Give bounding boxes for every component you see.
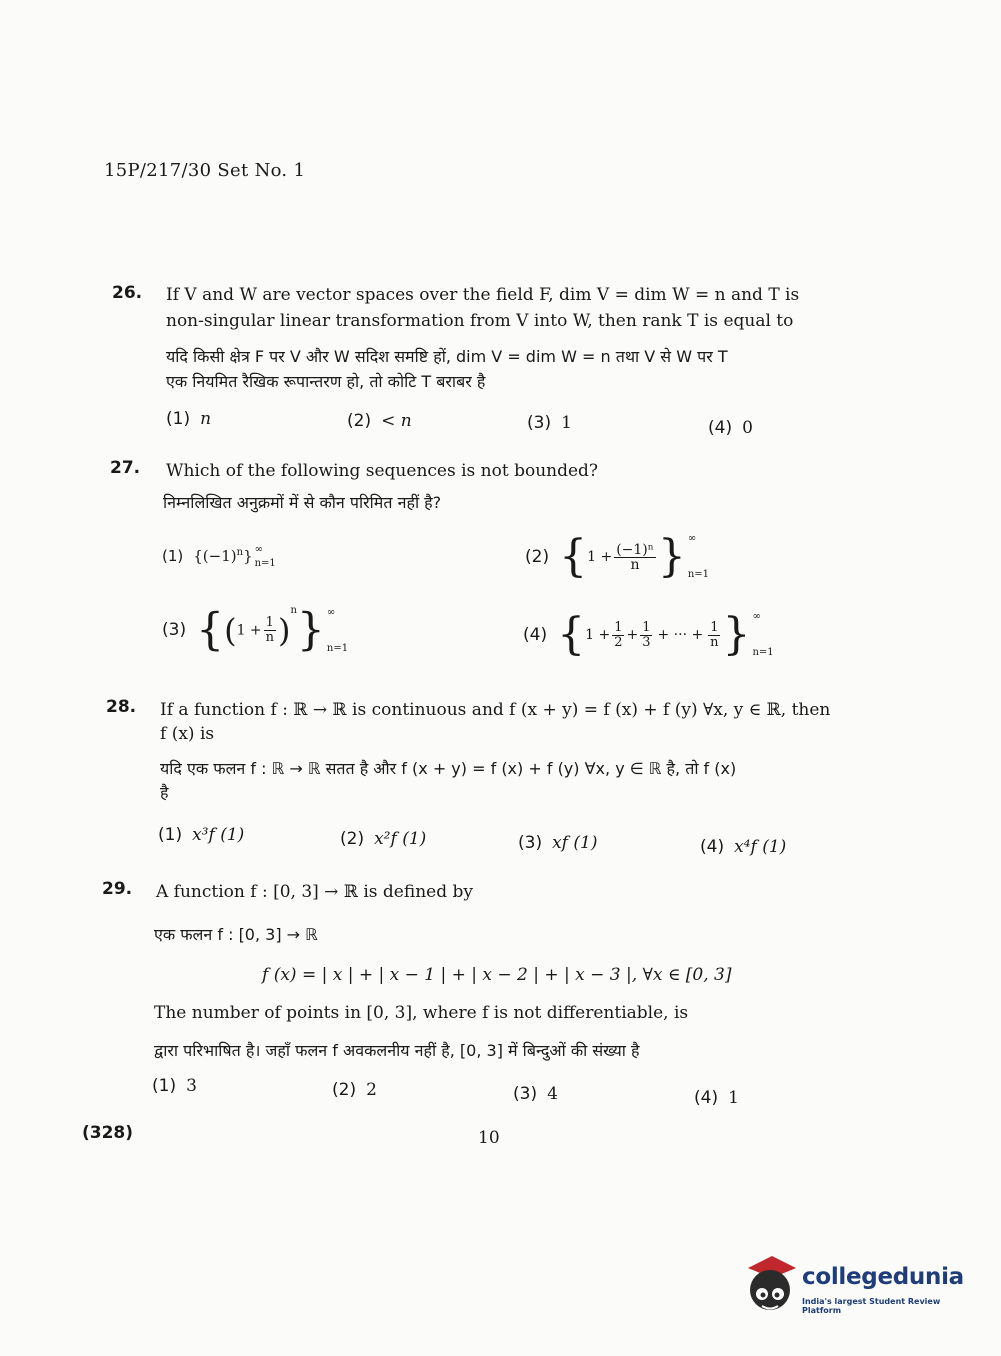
question-text-hi-line1: यदि किसी क्षेत्र F पर V और W सदिश समष्टि हों, dim V = dim W = n तथा V से W पर T: [166, 347, 728, 366]
option-2: (2) < n: [347, 411, 412, 431]
question-text-en: Which of the following sequences is not bounded?: [166, 461, 599, 481]
option-3: (3) 1: [527, 413, 572, 433]
question-text-hi-line1: एक फलन f : [0, 3] → ℝ: [154, 925, 318, 944]
collegedunia-logo: [740, 1250, 970, 1320]
option-2: (2) x²f (1): [340, 829, 427, 849]
option-1: (1) x³f (1): [158, 825, 245, 845]
option-1: (1) 3: [152, 1076, 197, 1096]
question-text-en-line1: If a function f : ℝ → ℝ is continuous and f (x + y) = f (x) + f (y) ∀x, y ∈ ℝ, then: [160, 700, 831, 720]
option-4: (4) {1 + $\frac{1}{2}$ + $\frac{1}{3}$ + ··· + $\frac{1}{n}$ } ∞ n=1: [523, 609, 774, 660]
question-text-en-line2: The number of points in [0, 3], where f is not differentiable, is: [154, 1003, 689, 1023]
formula: f (x) = | x | + | x − 1 | + | x − 2 | + | x − 3 |, ∀x ∈ [0, 3]: [262, 965, 732, 985]
question-number: 26.: [112, 283, 143, 303]
question-text-hi: निम्नलिखित अनुक्रमों में से कौन परिमित नहीं है?: [163, 493, 442, 512]
option-1: (1) $\{(-1)^n\}$ ∞ n=1: [162, 544, 276, 569]
question-number: 27.: [110, 458, 141, 478]
option-4: (4) 0: [708, 418, 753, 438]
question-text-en-line1: If V and W are vector spaces over the field F, dim V = dim W = n and T is: [166, 285, 800, 305]
option-3: (3) 4: [513, 1084, 558, 1104]
question-text-en-line1: A function f : [0, 3] → ℝ is defined by: [156, 882, 473, 902]
paper-serial: (328): [82, 1123, 134, 1143]
question-number: 29.: [102, 879, 133, 899]
question-text-hi-line1: यदि एक फलन f : ℝ → ℝ सतत है और f (x + y) = f (x) + f (y) ∀x, y ∈ ℝ है, तो f (x): [160, 759, 737, 778]
question-number: 28.: [106, 697, 137, 717]
question-text-hi-line2: है: [160, 783, 169, 802]
option-1: (1) n: [166, 409, 212, 429]
question-text-en-line2: f (x) is: [160, 724, 215, 744]
mascot-icon: [740, 1250, 800, 1320]
logo-name: collegedunia: [802, 1264, 964, 1290]
logo-tagline: India's largest Student Review Platform: [802, 1297, 941, 1315]
option-3: (3) {(1 + $\frac{1}{n}$ )$^n$} ∞ n=1: [162, 604, 349, 656]
option-2: (2) {1 + $\frac{\text{(−1)ⁿ}}{n}$ } ∞ n=1: [525, 531, 709, 582]
option-4: (4) x⁴f (1): [700, 837, 787, 857]
question-text-en-line2: non-singular linear transformation from V into W, then rank T is equal to: [166, 311, 794, 331]
question-text-hi-line2: एक नियमित रैखिक रूपान्तरण हो, तो कोटि T बराबर है: [166, 372, 486, 391]
option-2: (2) 2: [332, 1080, 377, 1100]
paper-code: 15P/217/30 Set No. 1: [104, 160, 306, 181]
option-4: (4) 1: [694, 1088, 739, 1108]
page-number: 10: [478, 1128, 500, 1148]
question-text-hi-line2: द्वारा परिभाषित है। जहाँ फलन f अवकलनीय नहीं है, [0, 3] में बिन्दुओं की संख्या है: [154, 1041, 640, 1060]
option-3: (3) xf (1): [518, 833, 598, 853]
